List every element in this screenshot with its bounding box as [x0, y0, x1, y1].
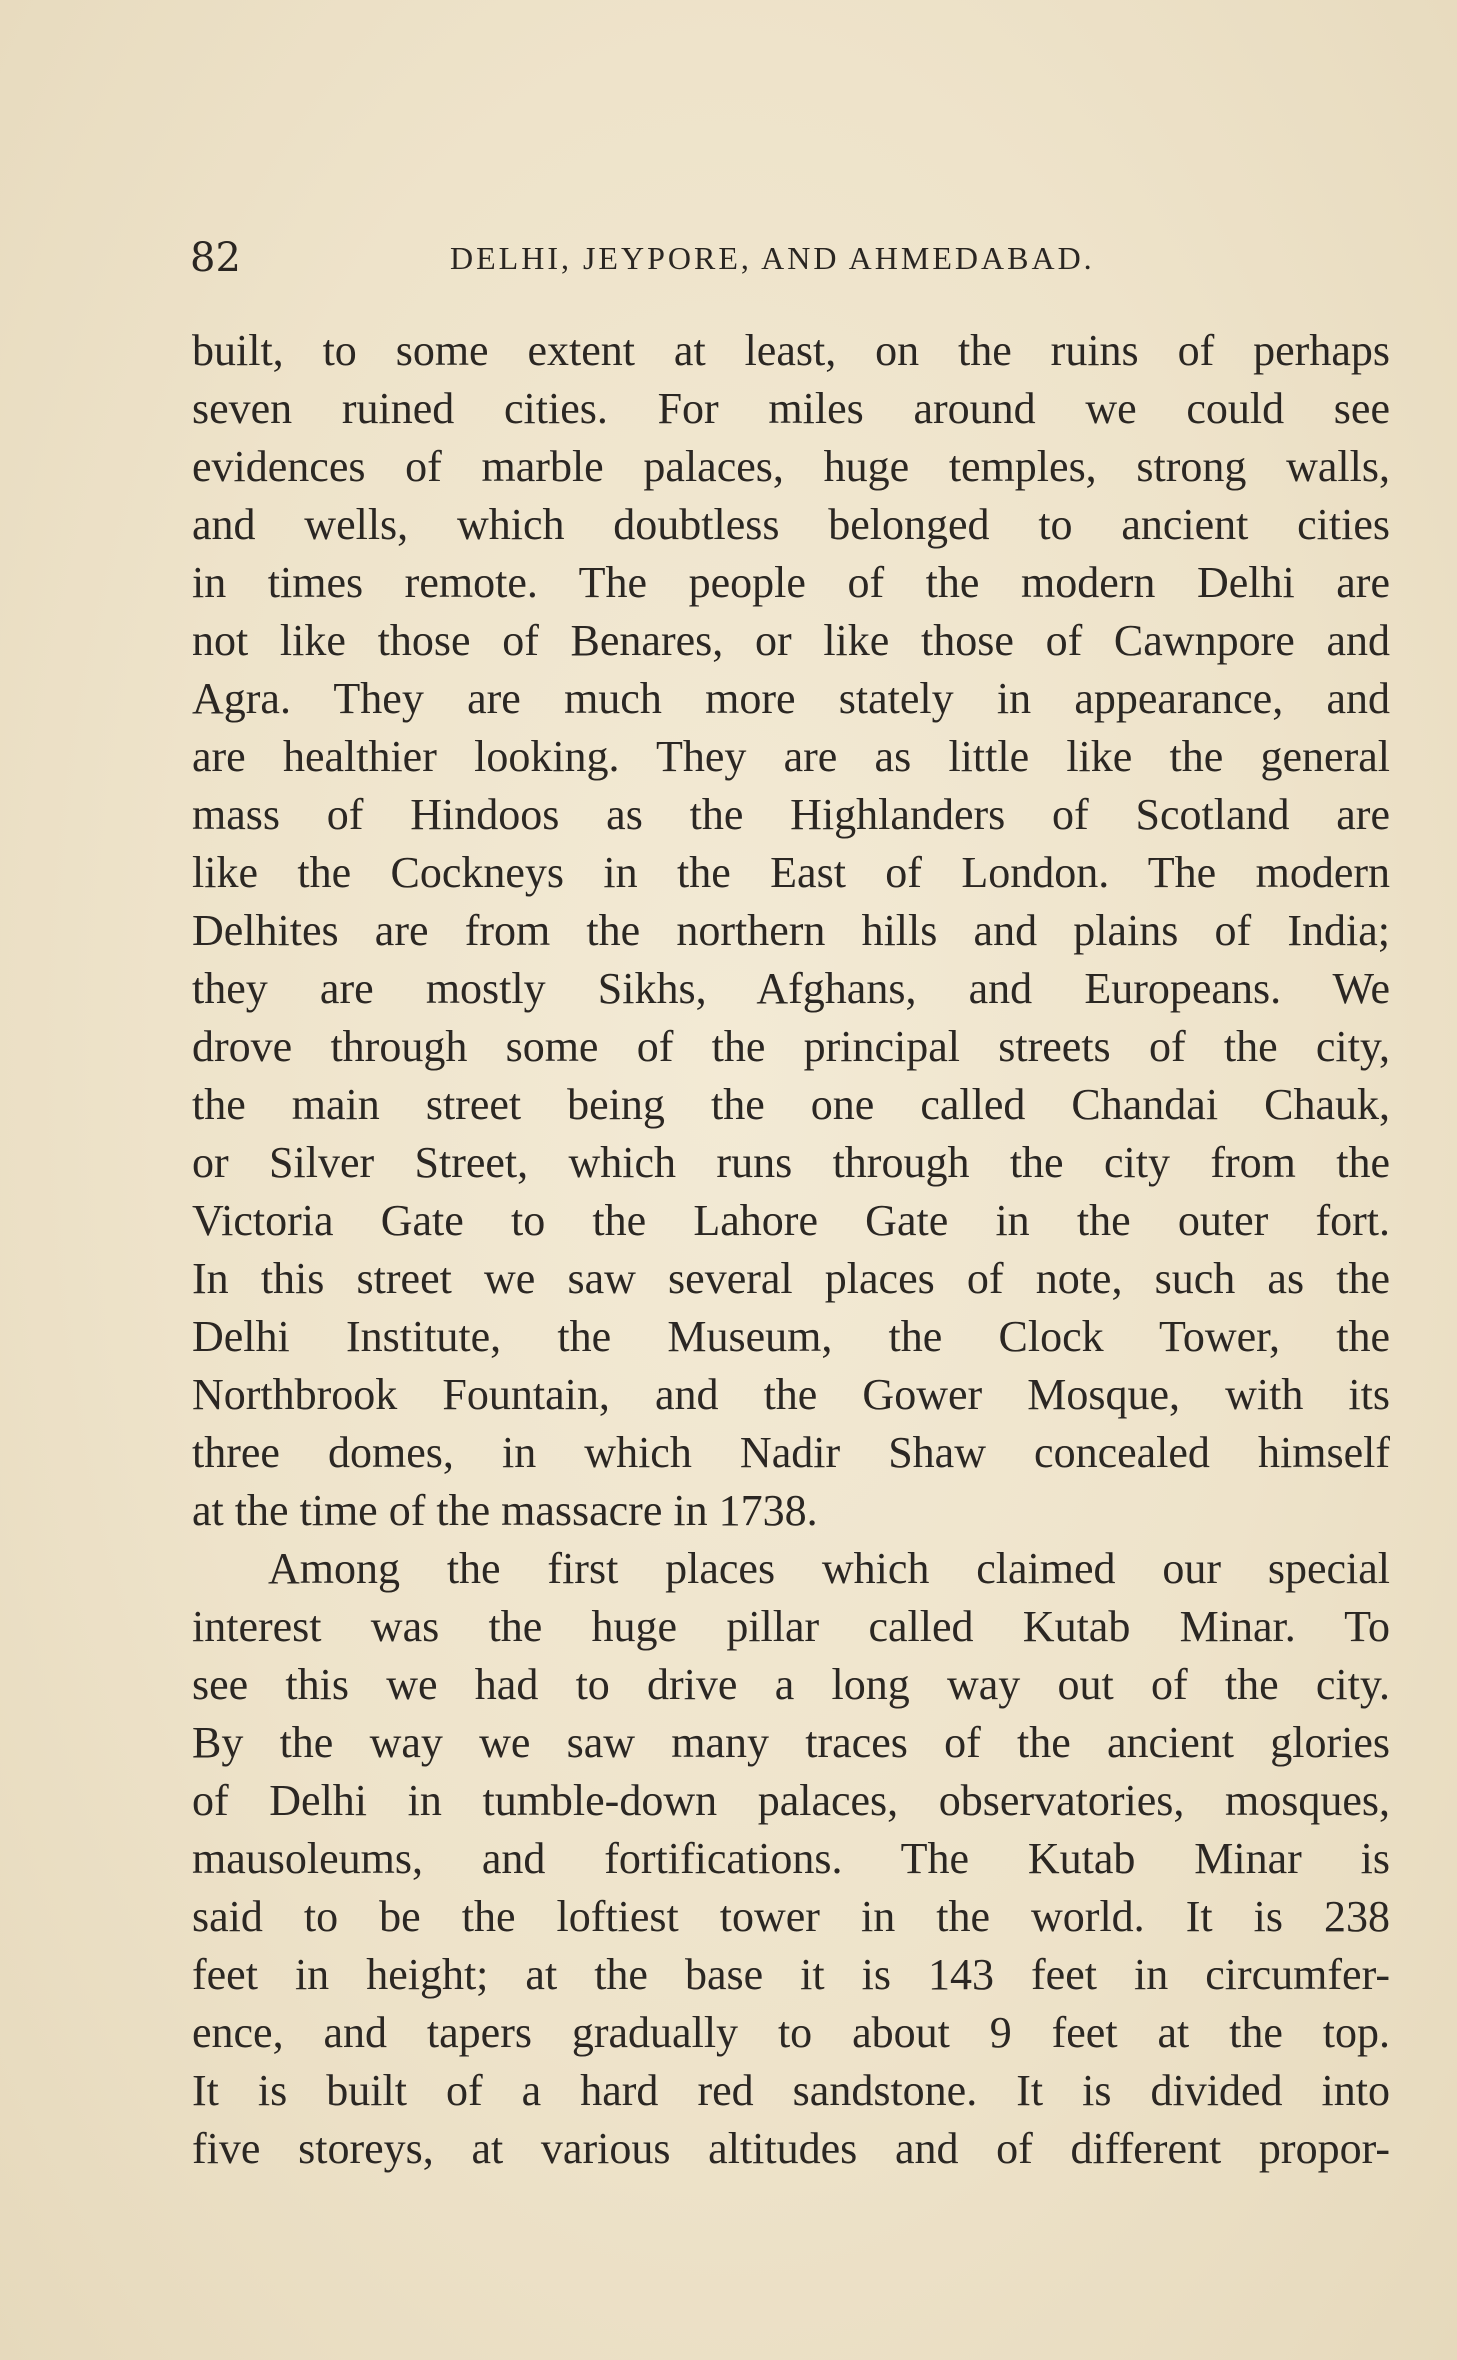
- text-line: It is built of a hard red sandstone. It is divided into: [192, 2066, 1390, 2115]
- text-line: feet in height; at the base it is 143 feet in circumfer-: [192, 1950, 1390, 1999]
- page-header: [190, 228, 1390, 288]
- text-line: Delhi Institute, the Museum, the Clock Tower, the: [192, 1312, 1390, 1361]
- text-line: mausoleums, and fortifications. The Kutab Minar is: [192, 1834, 1390, 1883]
- text-line: in times remote. The people of the modern Delhi are: [192, 558, 1390, 607]
- text-line: Among the first places which claimed our special: [268, 1544, 1390, 1593]
- text-line: the main street being the one called Chandai Chauk,: [192, 1080, 1390, 1129]
- page-number: 82: [190, 235, 241, 281]
- text-line: By the way we saw many traces of the ancient glories: [192, 1718, 1390, 1767]
- text-line: mass of Hindoos as the Highlanders of Scotland are: [192, 790, 1390, 839]
- text-line: seven ruined cities. For miles around we could see: [192, 384, 1390, 433]
- text-line: are healthier looking. They are as little like the general: [192, 732, 1390, 781]
- text-line: five storeys, at various altitudes and of different propor-: [192, 2124, 1390, 2173]
- text-line: Agra. They are much more stately in appearance, and: [192, 674, 1390, 723]
- paragraph-2: [192, 1540, 1390, 2178]
- text-line: like the Cockneys in the East of London. The modern: [192, 848, 1390, 897]
- text-line: see this we had to drive a long way out of the city.: [192, 1660, 1390, 1709]
- text-line: ence, and tapers gradually to about 9 feet at the top.: [192, 2008, 1390, 2057]
- text-line: evidences of marble palaces, huge temples, strong walls,: [192, 442, 1390, 491]
- paragraph-1: [192, 322, 1390, 1540]
- text-line: drove through some of the principal streets of the city,: [192, 1022, 1390, 1071]
- text-line: said to be the loftiest tower in the world. It is 238: [192, 1892, 1390, 1941]
- text-line: Northbrook Fountain, and the Gower Mosque, with its: [192, 1370, 1390, 1419]
- body-text: [192, 322, 1390, 2178]
- text-line: at the time of the massacre in 1738.: [192, 1486, 818, 1535]
- text-line: they are mostly Sikhs, Afghans, and Europeans. We: [192, 964, 1390, 1013]
- running-title: DELHI, JEYPORE, AND AHMEDABAD.: [450, 240, 1095, 276]
- text-line: interest was the huge pillar called Kutab Minar. To: [192, 1602, 1390, 1651]
- text-line: built, to some extent at least, on the ruins of perhaps: [192, 326, 1390, 375]
- text-line: Delhites are from the northern hills and plains of India;: [192, 906, 1390, 955]
- text-line: three domes, in which Nadir Shaw concealed himself: [192, 1428, 1390, 1477]
- text-line: of Delhi in tumble-down palaces, observatories, mosques,: [192, 1776, 1390, 1825]
- text-line: In this street we saw several places of note, such as the: [192, 1254, 1390, 1303]
- text-line: Victoria Gate to the Lahore Gate in the outer fort.: [192, 1196, 1390, 1245]
- text-line: or Silver Street, which runs through the city from the: [192, 1138, 1390, 1187]
- text-line: not like those of Benares, or like those of Cawnpore and: [192, 616, 1390, 665]
- text-line: and wells, which doubtless belonged to ancient cities: [192, 500, 1390, 549]
